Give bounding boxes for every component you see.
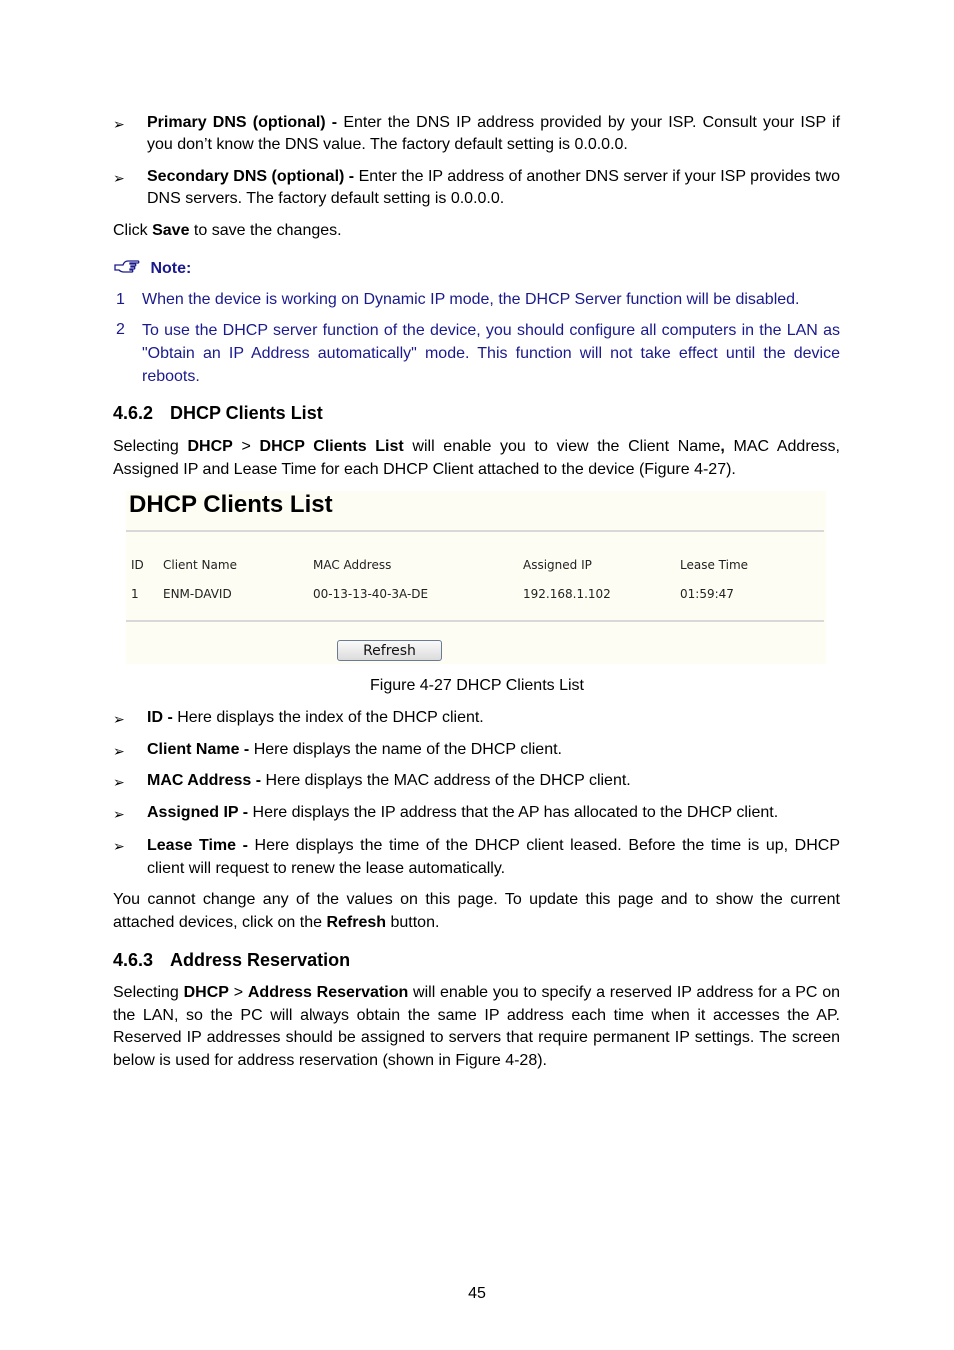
text: > — [232, 438, 260, 455]
field-item-client-name — [147, 739, 840, 761]
note-item: When the device is working on Dynamic IP mode, the DHCP Server function will be disabled. — [142, 291, 800, 308]
field-desc: Here displays the time of the DHCP client leased. Before the time is up, DHCP client will request to renew the lease automatically. — [147, 837, 841, 877]
field-term: Assigned IP - — [147, 804, 249, 821]
refresh-button[interactable]: Refresh — [337, 640, 442, 661]
text: button. — [386, 914, 440, 931]
secondary-dns-item — [147, 166, 840, 210]
bullet-arrow-icon: ➢ — [113, 116, 125, 132]
bullet-arrow-icon: ➢ — [113, 806, 125, 822]
divider — [126, 530, 824, 532]
text: , — [720, 438, 725, 455]
text: will enable you to view the Client Name — [403, 438, 721, 455]
figure-title: DHCP Clients List — [129, 491, 333, 518]
save-term: Save — [152, 222, 190, 239]
column-header-mac-address: MAC Address — [313, 558, 392, 572]
field-item-lease-time — [147, 834, 840, 880]
note-item: To use the DHCP server function of the device, you should configure all computers in the LAN as "Obtain an IP Address automatically" mode. This function will not take effect until the device reboots. — [142, 322, 840, 385]
section-title: DHCP Clients List — [170, 403, 323, 423]
text: > — [228, 984, 248, 1001]
text: will enable you to specify a reserved IP address for a PC on the LAN, so the PC will always obtain the same IP address each time when it accesses the AP. Reserved IP addresses should be assigned to servers that require permanent IP settings. The screen below is used for address reservation (shown in Figure 4-28). — [113, 984, 841, 1069]
text: to save the changes. — [189, 222, 342, 239]
click-save-paragraph — [113, 220, 840, 242]
menu-term: DHCP Clients List — [259, 438, 404, 455]
bullet-arrow-icon: ➢ — [113, 838, 125, 854]
cannot-change-paragraph — [113, 888, 840, 934]
primary-dns-term: Primary DNS (optional) - — [147, 114, 338, 131]
menu-term: DHCP — [187, 438, 233, 455]
field-term: MAC Address - — [147, 772, 262, 789]
note-item-number: 1 — [116, 291, 125, 308]
primary-dns-desc: Enter the DNS IP address provided by your ISP. Consult your ISP if you don’t know the DNS value. The factory default setting is 0.0.0.0. — [147, 114, 841, 153]
table-cell-lease-time: 01:59:47 — [680, 587, 734, 601]
note-item-number: 2 — [116, 321, 125, 338]
field-item-id — [147, 707, 840, 729]
menu-term: Address Reservation — [247, 984, 409, 1001]
field-item-assigned-ip — [147, 802, 840, 824]
text: You cannot change any of the values on this page. To update this page and to show the current attached devices, click on the — [113, 891, 840, 931]
field-term: Client Name - — [147, 741, 250, 758]
table-cell-mac-address: 00-13-13-40-3A-DE — [313, 587, 429, 601]
column-header-assigned-ip: Assigned IP — [523, 558, 592, 572]
text: Selecting — [113, 438, 188, 455]
section-number: 4.6.2 — [113, 403, 154, 423]
text: Selecting — [113, 984, 184, 1001]
pointing-hand-icon — [114, 259, 140, 275]
bullet-arrow-icon: ➢ — [113, 774, 125, 790]
column-header-client-name: Client Name — [163, 558, 237, 572]
note-heading — [114, 258, 191, 280]
field-desc: Here displays the index of the DHCP client. — [172, 709, 484, 726]
field-item-mac-address — [147, 770, 840, 792]
table-cell-client-name: ENM-DAVID — [163, 587, 232, 601]
field-desc: Here displays the IP address that the AP has allocated to the DHCP client. — [248, 804, 779, 821]
page-number: 45 — [468, 1285, 486, 1302]
section-title: Address Reservation — [170, 950, 351, 970]
divider — [126, 620, 824, 622]
text: MAC Address, Assigned IP and Lease Time for each DHCP Client attached to the device (Figure 4-27). — [113, 438, 841, 478]
table-cell-id: 1 — [131, 587, 139, 601]
text: Click — [113, 222, 153, 239]
address-reservation-intro — [113, 982, 840, 1072]
field-term: Lease Time - — [147, 837, 248, 854]
note-label: Note: — [150, 260, 192, 277]
bullet-arrow-icon: ➢ — [113, 170, 125, 186]
field-desc: Here displays the MAC address of the DHCP client. — [261, 772, 631, 789]
section-heading-address-reservation — [113, 949, 350, 971]
menu-term: DHCP — [183, 984, 229, 1001]
secondary-dns-term: Secondary DNS (optional) - — [147, 168, 355, 185]
figure-caption: Figure 4-27 DHCP Clients List — [369, 677, 584, 694]
dhcp-clients-intro — [113, 435, 840, 481]
section-heading-dhcp-clients-list — [113, 402, 323, 424]
column-header-id: ID — [131, 558, 144, 572]
bullet-arrow-icon: ➢ — [113, 743, 125, 759]
section-number: 4.6.3 — [113, 950, 154, 970]
column-header-lease-time: Lease Time — [680, 558, 749, 572]
secondary-dns-desc: Enter the IP address of another DNS server if your ISP provides two DNS servers. The factory default setting is 0.0.0.0. — [147, 168, 840, 207]
field-term: ID - — [147, 709, 173, 726]
bullet-arrow-icon: ➢ — [113, 711, 125, 727]
table-cell-assigned-ip: 192.168.1.102 — [523, 587, 611, 601]
refresh-term: Refresh — [326, 914, 387, 931]
primary-dns-item — [147, 112, 840, 156]
field-desc: Here displays the name of the DHCP client. — [249, 741, 562, 758]
